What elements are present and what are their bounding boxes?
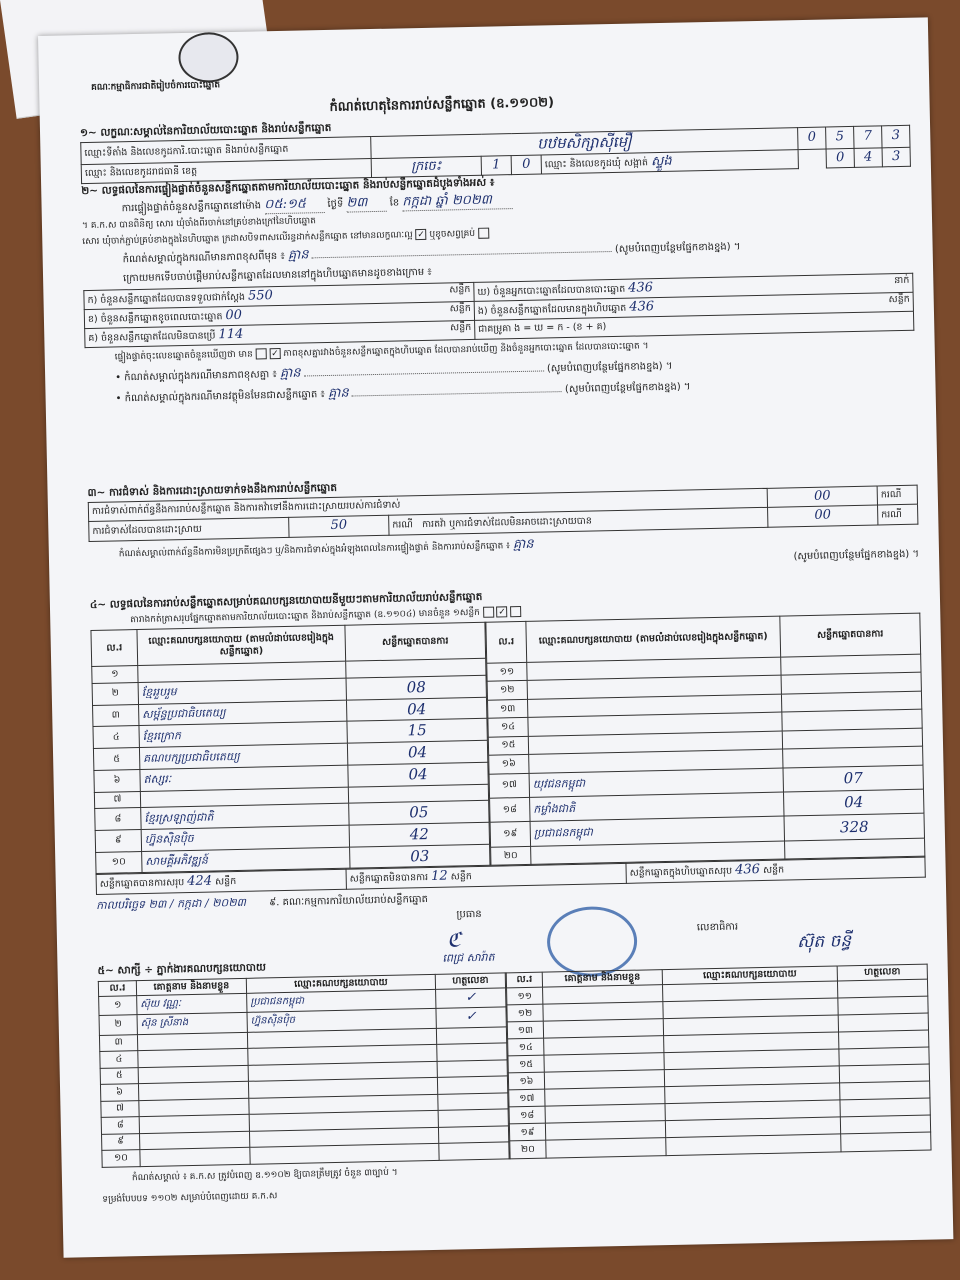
nec-emblem-icon (178, 32, 239, 83)
result-row-no: ៨ (95, 808, 141, 831)
witness-right-col-name: គោត្តនាម និងនាមខ្លួន (542, 970, 662, 988)
result-row-party: សម្ព័ន្ធប្រជាធិបតេយ្យ (139, 700, 347, 726)
witness-row-no: ១៣ (507, 1022, 543, 1040)
results-right-col-party: ឈ្មោះគណបក្សនយោបាយ (តាមលំដាប់លេខរៀងក្នុងសន្លឹកឆ្នោត) (526, 616, 781, 662)
witness-tables (98, 964, 932, 1168)
result-row-no: ២ (92, 682, 138, 705)
result-row-party: កម្លាំងជាតិ (530, 792, 784, 822)
result-row-votes: 04 (348, 762, 488, 787)
results-left-col-party: ឈ្មោះគណបក្សនយោបាយ (តាមលំដាប់លេខរៀងក្នុងសន្លឹកឆ្នោត) (137, 626, 346, 666)
form-title: កំណត់ហេតុនៃការរាប់សន្លឹកឆ្នោត (ឧ.១១០២) (329, 95, 555, 115)
witness-right-body (507, 980, 931, 1159)
objection-row-2-label: ការជំទាស់ដែលបានដោះស្រាយ (89, 518, 289, 541)
objection-row-3-unit: ករណី (878, 505, 918, 525)
witness-row-no: ៩ (102, 1133, 140, 1150)
objection-row-3-text: ការតវ៉ា ឬការជំទាស់ដែលមិនអាចដោះស្រាយបាន (421, 515, 592, 530)
damaged-checkbox[interactable] (478, 227, 489, 238)
witness-left-col-name: គោត្តនាម និងនាមខ្លួន (136, 978, 246, 995)
results-right-col-no: ល.រ (486, 622, 527, 663)
result-row-no: ១៤ (488, 718, 528, 737)
witness-row-party (666, 1134, 841, 1155)
verify-text: ការផ្ទៀងផ្ទាត់ចំនួនសន្លឹកឆ្នោតនៅម៉ោង (121, 200, 262, 215)
witness-right-col-sign: ហត្ថលេខា (837, 964, 927, 981)
witness-row-no: ២០ (510, 1141, 546, 1159)
commune-name: ស្ទួង (650, 153, 672, 170)
count-kh-label: ខ) ចំនួនសន្លឹកឆ្នោតខូចពេលបោះឆ្នោត (87, 311, 223, 325)
witness-left-col-no: ល.រ (98, 981, 136, 997)
subline-text: តារាងកត់ត្រាសរុបផ្នែកឆ្នោតតាមការិយាល័យបោះឆ្នោត និងរាប់សន្លឹកឆ្នោត (ឧ.១១០៤) មានចំនួន ១សន្លឹក (130, 607, 480, 626)
witness-row-sign (437, 1059, 507, 1077)
witness-row-no: ១៨ (509, 1107, 545, 1125)
result-row-party: ប្រជាជនកម្ពុជា (530, 816, 784, 846)
verify-line-1-end: ។ គ.ក.ស បានពិនិត្យ សោរ ឃុំចាំងពីរចាក់នៅគ្រប់ខាងក្រៅនៃហិបឆ្នោត (81, 216, 317, 232)
objection-note-value: គ្មាន (512, 536, 534, 552)
bullet-1-value: គ្មាន (279, 365, 301, 381)
witness-row-sign (838, 997, 928, 1016)
result-row-votes (785, 838, 925, 860)
result-row-party: ខ្មែររួបរួម (138, 678, 346, 704)
witness-table-left (98, 973, 510, 1168)
secretary-label: លេខាធិការ (696, 921, 739, 934)
result-row-votes: 07 (783, 765, 923, 792)
president-name: ពេជ្រ សារ៉ាត (442, 950, 495, 965)
secretary-name: ស៊ុត ចន្ធី (796, 930, 852, 952)
count-k-value: 550 (247, 287, 273, 304)
objection-row-2-value: 50 (289, 516, 389, 537)
province-label: ឈ្មោះ និងលេខកូដរាជធានី ខេត្ត (81, 158, 371, 183)
witness-row-name (546, 1138, 666, 1158)
commune-code-1: 0 (826, 148, 854, 168)
count-kh-unit: សន្លឹក (449, 302, 471, 315)
witness-left-col-party: ឈ្មោះគណបក្សនយោបាយ (246, 975, 435, 994)
section-5-heading: ៥~ សាក្សី ÷ ភ្នាក់ងារគណបក្សនយោបាយ (97, 961, 267, 977)
form-note: ទម្រង់បែបបទ ១១០២ សម្រាប់បំពេញដោយ គ.ក.ស (102, 1190, 278, 1205)
date-line: កាលបរិច្ឆេទ ២៣ / កក្កដា / ២០២៣ (96, 895, 247, 912)
witness-row-sign (438, 1092, 508, 1110)
result-row-party: សាមគ្គីអភិវឌ្ឍន៍ (142, 847, 350, 873)
result-row-party: ខ្មែរក្រោក (139, 722, 347, 748)
total-box-label: សន្លឹកឆ្នោតក្នុងហិបឆ្នោតសរុប (629, 866, 733, 880)
president-label: ប្រធាន (456, 908, 482, 921)
has-diff-checkbox[interactable] (256, 349, 267, 360)
station-code-3: 7 (854, 126, 882, 148)
result-row-votes: 42 (349, 822, 489, 847)
witness-row-no: ១ (99, 996, 137, 1016)
section-1-heading: ១~ លក្ខណៈសម្គាល់នៃការិយាល័យបោះឆ្នោត និងរាប់សន្លឹកឆ្នោត (79, 121, 332, 140)
count-kh-value: 00 (225, 307, 243, 324)
count-ng-value: 436 (629, 299, 655, 315)
result-row-votes: 05 (349, 800, 489, 825)
witness-row-no: ៣ (99, 1034, 137, 1051)
damaged-label: ឬខូចសព្វគ្រប់ (429, 228, 476, 240)
witness-row-no: ១២ (507, 1005, 543, 1023)
witness-row-no: ១៧ (509, 1090, 545, 1108)
witness-row-no: ១១ (507, 988, 543, 1006)
witness-row-sign (840, 1099, 930, 1118)
section-5 (97, 948, 932, 1206)
count-k-label: ក) ចំនួនសន្លឹកឆ្នោតដែលបានទទួលជាក់ស្តែង (87, 291, 246, 306)
witness-row-party (250, 1143, 439, 1163)
witness-row-no: ១០ (102, 1150, 140, 1167)
total-box-unit: សន្លឹក (762, 864, 785, 877)
results-table-right (485, 613, 925, 866)
station-name: បឋមសិក្សាស៊ីមឿ (371, 128, 798, 159)
objection-row-3-value: 00 (768, 505, 878, 527)
footnote: កំណត់សម្គាល់ ៖ គ.ក.ស ត្រូវបំពេញ ឧ.១១០២ ឱ្យបានត្រឹមត្រូវ ចំនួន ៣ច្បាប់ ។ (131, 1167, 398, 1183)
witness-row-no: ៨ (101, 1117, 139, 1134)
result-row-no: ៥ (93, 748, 139, 771)
bullet-2-label: • កំណត់សម្គាល់ក្នុងករណីមានវត្ថុមិនមែនជាសន្លឹកឆ្នោត ៖ (115, 388, 325, 405)
result-row-party: ឥស្សរៈ (140, 765, 348, 791)
total-box-value: 436 (735, 862, 761, 878)
total-invalid-unit: សន្លឹក (450, 871, 472, 883)
section-2 (81, 168, 915, 407)
count-g-label: គ) ចំនួនសន្លឹកឆ្នោតដែលមិនបានប្រើ (88, 330, 216, 345)
witness-row-sign: ✓ (436, 1007, 506, 1028)
verify-time: ០៥:១៥ (264, 196, 324, 215)
result-row-no: ១៥ (488, 736, 528, 755)
result-row-no: ១២ (487, 681, 527, 700)
witness-row-name (140, 1147, 250, 1166)
result-row-votes: 15 (347, 719, 487, 744)
result-row-party: យុវជនកម្ពុជា (529, 768, 783, 798)
objection-row-2-unit: ករណី (392, 518, 414, 531)
province-name: ក្រចេះ (371, 156, 481, 178)
result-row-no: ៦ (94, 769, 140, 792)
bullet-1-label: • កំណត់សម្គាល់ក្នុងករណីមានភាពខុសគ្នា ៖ (115, 368, 277, 384)
witness-row-no: ១៥ (508, 1056, 544, 1074)
witness-row-sign (438, 1109, 508, 1127)
result-row-no: ១៨ (490, 797, 531, 822)
witness-row-name: ស៊ុយ វណ្ណៈ (137, 993, 247, 1015)
result-row-no: ១៦ (489, 755, 529, 774)
witness-row-name: ស៊ុន ស្រីនាង (137, 1013, 247, 1035)
verify-line-2-text: សោរ ឃុំចាក់ភ្ជាប់គ្រប់ខាងក្នុងនៃហិបឆ្នោត ក្រដាសបិទពាសលើរន្ធដាក់សន្លឹកឆ្នោត នៅមានលក្ខណៈល្អ (82, 229, 413, 247)
witness-row-no: ៥ (100, 1067, 138, 1084)
result-row-no: ៣ (93, 704, 139, 727)
station-code-1: 0 (798, 127, 826, 149)
objection-row-1-value: 00 (767, 486, 877, 508)
witness-row-no: ៤ (100, 1051, 138, 1068)
count-ng-unit: សន្លឹក (888, 293, 910, 306)
witness-row-sign (839, 1065, 929, 1084)
province-code-2: 0 (511, 155, 541, 175)
section-3 (87, 470, 919, 579)
result-row-no: ១១ (487, 662, 527, 681)
witness-row-sign (839, 1048, 929, 1067)
section-4 (90, 582, 928, 995)
count-g-value: 114 (218, 326, 244, 343)
station-code-2: 5 (826, 127, 854, 149)
commune-label: ឈ្មោះ និងលេខកូដឃុំ សង្កាត់ (544, 157, 649, 171)
president-signature-icon: ℭ (446, 926, 462, 952)
witness-row-no: ៧ (101, 1100, 139, 1117)
result-row-no: ៩ (95, 829, 141, 852)
witness-row-sign (841, 1132, 931, 1151)
station-label: ឈ្មោះទីតាំង និងលេខកូដការិ.បោះឆ្នោត និងរាប់សន្លឹកឆ្នោត (81, 137, 371, 165)
results-left-body (92, 659, 490, 874)
objection-note-label: កំណត់សម្គាល់ពាក់ព័ន្ធនឹងការមិនប្រក្រតីផ្សេងៗ ឬ/និងការជំទាស់ក្នុងអំឡុងពេលនៃការផ្ទៀងផ្ទាត់ និងការរាប់សន្លឹកឆ្នោត ៖ (118, 540, 511, 560)
results-left-col-votes: សន្លឹកឆ្នោតបានការ (345, 623, 486, 662)
bullet-1-fill: (សូមបំពេញបន្ថែមផ្នែកខាងខ្នង) ។ (546, 360, 673, 375)
commune-code-3: 3 (882, 147, 910, 167)
form-sheet (38, 17, 953, 1257)
witness-row-sign (437, 1043, 507, 1061)
objection-fill-note: (សូមបំពេញបន្ថែមផ្នែកខាងខ្នង) ។ (793, 548, 920, 563)
objection-row-1-label: ការជំទាស់ពាក់ព័ន្ធនឹងការរាប់សន្លឹកឆ្នោត និងការតវ៉ាទៅនឹងការដោះស្រាយរបស់ការជំទាស់ (88, 488, 767, 521)
result-row-votes: 04 (347, 740, 487, 765)
witness-left-body (99, 988, 509, 1167)
count-gh-unit: នាក់ (894, 274, 910, 286)
section-4-heading: ៤~ លទ្ធផលនៃការរាប់សន្លឹកឆ្នោតសម្រាប់គណបក្សនយោបាយនីមួយៗតាមការិយាល័យរាប់សន្លឹកឆ្នោត (89, 590, 483, 612)
witness-row-sign (840, 1082, 930, 1101)
result-row-no: ១៣ (488, 699, 528, 718)
month-label: ខែ (389, 197, 400, 209)
witness-row-no: ៦ (100, 1084, 138, 1101)
witness-right-col-no: ល.រ (506, 972, 542, 988)
count-k-unit: សន្លឹក (449, 283, 471, 296)
result-row-no: ១ (92, 666, 138, 683)
witness-left-col-sign: ហត្ថលេខា (435, 973, 505, 989)
station-code-4: 3 (882, 125, 910, 147)
verify-day: ២៣ (346, 195, 386, 213)
sheet-3-checkbox[interactable] (510, 606, 521, 617)
result-row-votes: 04 (783, 789, 923, 816)
result-row-votes: 328 (784, 814, 924, 841)
org-name: គណៈកម្មាធិការជាតិរៀបចំការបោះឆ្នោត (90, 80, 221, 93)
no-diff-checkbox[interactable]: ✓ (271, 349, 279, 360)
result-row-no: ២០ (491, 846, 531, 865)
note-value: គ្មាន (287, 247, 309, 263)
formula: ជាគម្រូគា ង = ឃ = ក - (ខ + គ) (475, 311, 914, 339)
witness-row-no: ១៦ (508, 1073, 544, 1091)
witness-row-sign (436, 1026, 506, 1044)
results-right-body (487, 654, 925, 866)
verify-month-year: កក្កដា ឆ្នាំ ២០២៣ (402, 192, 512, 212)
result-row-no: ១៩ (490, 822, 531, 847)
witness-row-sign (437, 1076, 507, 1094)
results-table-left (90, 622, 490, 874)
result-row-party: ហ្វ៊ុនស៊ិនប៉ិច (141, 825, 349, 851)
compare-text-2: ភាពខុសគ្នារវាងចំនួនសន្លឹកឆ្នោតក្នុងហិបឆ្នោត ដែលបានរាប់ឃើញ និងចំនួនអ្នកបោះឆ្នោត ដែលបានបោះឆ្នោត ។ (283, 341, 649, 360)
sheet-2-checkbox[interactable]: ✓ (498, 607, 506, 618)
count-gh-value: 436 (628, 279, 654, 296)
total-valid-unit: សន្លឹក (214, 876, 237, 888)
witness-row-no: ១៤ (508, 1039, 544, 1057)
result-row-no: ៧ (94, 791, 140, 808)
total-valid-label: សន្លឹកឆ្នោតបានការសរុប (99, 877, 185, 891)
commune-code-2: 4 (854, 148, 882, 168)
section-2-heading: ២~ លទ្ធផលនៃការផ្ទៀងផ្ទាត់ចំនួនសន្លឹកឆ្នោតតាមការិយាល័យបោះឆ្នោត និងរាប់សន្លឹកឆ្នោតដំបូងទាំងអស់ ៖ (81, 176, 495, 198)
result-row-no: ១០ (96, 851, 142, 874)
witness-row-sign (838, 1014, 928, 1033)
note-label: កំណត់សម្គាល់ក្នុងករណីមានភាពខុសពីមុន ៖ (122, 250, 285, 266)
count-g-unit: សន្លឹក (449, 322, 472, 334)
count-gh-label: ឃ) ចំនួនអ្នកបោះឆ្នោតដែលបានបោះឆ្នោត (477, 283, 626, 298)
fill-note: (សូមបំពេញបន្ថែមផ្នែកខាងខ្នង) ។ (614, 241, 741, 255)
result-intro: ក្រោយមកទើបចាប់ផ្តើមរាប់សន្លឹកឆ្នោតដែលមាននៅក្នុងហិបឆ្នោតមានដូចខាងក្រោម ៖ (122, 266, 432, 285)
witness-row-sign (438, 1125, 508, 1143)
sheet-1-checkbox[interactable] (483, 607, 494, 618)
section-3-heading: ៣~ ការជំទាស់ និងការដោះស្រាយទាក់ទងនឹងការរាប់សន្លឹកឆ្នោត (87, 481, 338, 500)
result-row-votes: 03 (350, 844, 490, 869)
result-row-party: គណបក្សប្រជាធិបតេយ្យ (139, 743, 347, 769)
witness-row-party: ប្រជាជនកម្ពុជា (247, 989, 436, 1012)
total-invalid-label: សន្លឹកឆ្នោតមិនបានការ (349, 872, 429, 886)
compare-text: ផ្ទៀងផ្ទាត់ចុះលេខឆ្នោតចំនួនឃើញថា មាន (114, 349, 253, 363)
witness-row-sign (840, 1116, 930, 1135)
day-label: ថ្ងៃទី (327, 198, 344, 211)
witness-row-sign (439, 1142, 509, 1160)
witness-row-party: ហ្វ៊ុនស៊ិនប៉ិច (247, 1009, 436, 1032)
result-row-no: ១៧ (489, 773, 530, 798)
good-checkbox[interactable]: ✓ (417, 229, 425, 240)
total-valid-value: 424 (187, 873, 213, 890)
count-ng-label: ង) ចំនួនសន្លឹកឆ្នោតដែលមានក្នុងហិបឆ្នោត (477, 302, 627, 317)
total-invalid-value: 12 (430, 868, 448, 885)
result-row-votes: 04 (346, 697, 486, 722)
result-row-votes: 08 (346, 675, 486, 700)
objection-row-1-unit: ករណី (877, 485, 917, 505)
witness-row-no: ២ (99, 1015, 137, 1035)
committee-label: ៩. គណៈកម្មការការិយាល័យរាប់សន្លឹកឆ្នោត (269, 893, 429, 908)
witness-table-right (506, 964, 932, 1159)
bullet-2-fill: (សូមបំពេញបន្ថែមផ្នែកខាងខ្នង) ។ (564, 381, 691, 395)
witness-row-sign: ✓ (436, 988, 506, 1009)
results-left-col-no: ល.រ (91, 630, 138, 667)
witness-right-col-party: ឈ្មោះគណបក្សនយោបាយ (662, 966, 837, 985)
witness-row-sign (837, 980, 927, 999)
result-row-party: ខ្មែរស្រឡាញ់ជាតិ (141, 803, 349, 829)
province-code-1: 1 (481, 155, 511, 175)
witness-row-no: ១៩ (509, 1124, 545, 1142)
bullet-2-value: គ្មាន (327, 385, 349, 401)
result-row-no: ៤ (93, 726, 139, 749)
witness-row-sign (839, 1031, 929, 1050)
results-right-col-votes: សន្លឹកឆ្នោតបានការ (780, 614, 921, 657)
